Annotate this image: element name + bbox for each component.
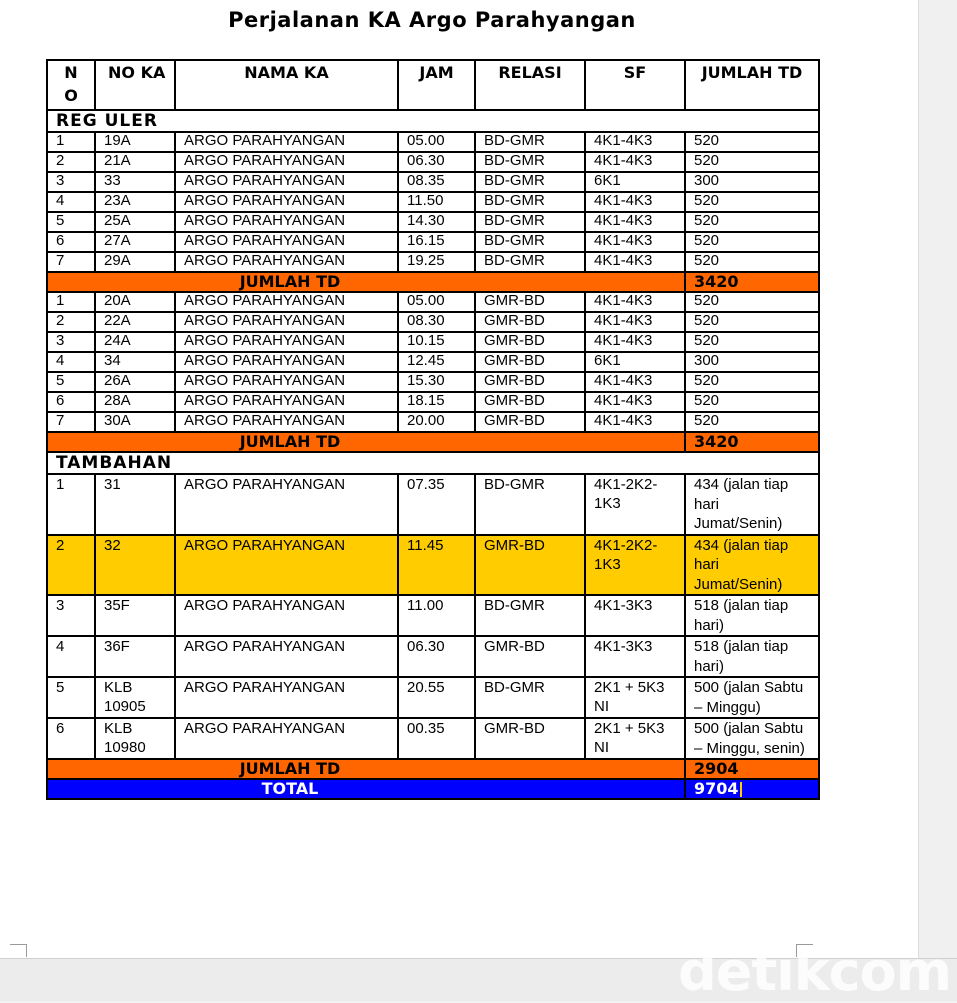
cell-relasi: GMR-BD — [475, 352, 585, 372]
cell-nama-ka: ARGO PARAHYANGAN — [175, 192, 398, 212]
subtotal-value — [685, 272, 819, 292]
cell-no-ka: 27A — [95, 232, 175, 252]
cell-sf: 4K1-2K2-1K3 — [585, 474, 685, 535]
header-sf: SF — [585, 60, 685, 110]
cell-jumlah-td: 520 — [685, 332, 819, 352]
cell-jam: 19.25 — [398, 252, 475, 272]
cell-no: 2 — [47, 312, 95, 332]
cell-jam: 20.00 — [398, 412, 475, 432]
cell-relasi: GMR-BD — [475, 412, 585, 432]
cell-jam: 15.30 — [398, 372, 475, 392]
cell-nama-ka: ARGO PARAHYANGAN — [175, 595, 398, 636]
cell-jumlah-td: 518 (jalan tiap hari) — [685, 636, 819, 677]
cell-jam: 05.00 — [398, 132, 475, 152]
cell-sf: 4K1-4K3 — [585, 132, 685, 152]
cell-jumlah-td: 518 (jalan tiap hari) — [685, 595, 819, 636]
cell-relasi: BD-GMR — [475, 232, 585, 252]
table-row — [47, 292, 819, 312]
cell-jumlah-td: 520 — [685, 132, 819, 152]
cell-nama-ka: ARGO PARAHYANGAN — [175, 172, 398, 192]
cell-sf: 4K1-4K3 — [585, 252, 685, 272]
cell-no-ka: KLB 10905 — [95, 677, 175, 718]
table-row — [47, 132, 819, 152]
cell-sf: 4K1-4K3 — [585, 412, 685, 432]
cell-jumlah-td: 500 (jalan Sabtu – Minggu) — [685, 677, 819, 718]
page-gutter — [918, 0, 957, 958]
cell-no: 3 — [47, 172, 95, 192]
cell-relasi: BD-GMR — [475, 474, 585, 535]
cell-sf: 6K1 — [585, 352, 685, 372]
cell-jam: 11.50 — [398, 192, 475, 212]
cell-sf: 4K1-4K3 — [585, 212, 685, 232]
cell-jumlah-td: 520 — [685, 152, 819, 172]
cell-jam: 00.35 — [398, 718, 475, 759]
cell-no: 2 — [47, 535, 95, 596]
cell-jumlah-td: 520 — [685, 232, 819, 252]
cell-no: 3 — [47, 332, 95, 352]
cell-no: 5 — [47, 372, 95, 392]
cell-sf: 2K1 + 5K3 NI — [585, 718, 685, 759]
table-row — [47, 312, 819, 332]
cell-no-ka: 34 — [95, 352, 175, 372]
cell-nama-ka: ARGO PARAHYANGAN — [175, 535, 398, 596]
watermark-logo: detikcom — [678, 940, 951, 1003]
cell-sf: 4K1-2K2-1K3 — [585, 535, 685, 596]
cell-nama-ka: ARGO PARAHYANGAN — [175, 252, 398, 272]
cell-nama-ka: ARGO PARAHYANGAN — [175, 474, 398, 535]
cell-no: 5 — [47, 677, 95, 718]
cell-no-ka: 28A — [95, 392, 175, 412]
cell-no-ka: 19A — [95, 132, 175, 152]
cell-no-ka: 29A — [95, 252, 175, 272]
cell-sf: 4K1-4K3 — [585, 292, 685, 312]
document-title: Perjalanan KA Argo Parahyangan — [228, 8, 636, 32]
cell-nama-ka: ARGO PARAHYANGAN — [175, 636, 398, 677]
subtotal-value-text: 2904 — [694, 759, 739, 778]
cell-sf: 4K1-4K3 — [585, 332, 685, 352]
table-row — [47, 192, 819, 212]
cell-relasi: GMR-BD — [475, 535, 585, 596]
cell-jam: 20.55 — [398, 677, 475, 718]
cell-jumlah-td: 520 — [685, 292, 819, 312]
text-cursor — [740, 782, 742, 797]
cell-jam: 14.30 — [398, 212, 475, 232]
cell-nama-ka: ARGO PARAHYANGAN — [175, 677, 398, 718]
table-row — [47, 677, 819, 718]
header-jumlah-td: JUMLAH TD — [685, 60, 819, 110]
cell-relasi: BD-GMR — [475, 212, 585, 232]
table-row — [47, 535, 819, 596]
cell-nama-ka: ARGO PARAHYANGAN — [175, 372, 398, 392]
cell-no-ka: 26A — [95, 372, 175, 392]
header-no-ka: NO KA — [95, 60, 175, 110]
cell-jam: 11.45 — [398, 535, 475, 596]
cell-relasi: GMR-BD — [475, 392, 585, 412]
cell-nama-ka: ARGO PARAHYANGAN — [175, 292, 398, 312]
cell-sf: 4K1-3K3 — [585, 636, 685, 677]
cell-no-ka: 20A — [95, 292, 175, 312]
cell-sf: 4K1-4K3 — [585, 312, 685, 332]
total-label: TOTAL — [47, 779, 685, 799]
cell-relasi: BD-GMR — [475, 677, 585, 718]
table-row — [47, 474, 819, 535]
cell-relasi: GMR-BD — [475, 332, 585, 352]
cell-relasi: GMR-BD — [475, 292, 585, 312]
cell-no: 4 — [47, 352, 95, 372]
cell-no: 7 — [47, 412, 95, 432]
header-jam: JAM — [398, 60, 475, 110]
table-row — [47, 372, 819, 392]
section-row-tambahan — [47, 452, 819, 474]
table-row — [47, 595, 819, 636]
cell-relasi: BD-GMR — [475, 172, 585, 192]
subtotal-value-text: 3420 — [694, 272, 739, 291]
cell-jam: 06.30 — [398, 636, 475, 677]
table-row — [47, 392, 819, 412]
subtotal-row — [47, 272, 819, 292]
cell-no: 1 — [47, 132, 95, 152]
cell-jumlah-td: 300 — [685, 352, 819, 372]
section-label-tambahan: TAMBAHAN — [47, 452, 819, 474]
cell-no-ka: 31 — [95, 474, 175, 535]
page-corner-mark-left — [10, 944, 27, 957]
cell-relasi: BD-GMR — [475, 132, 585, 152]
cell-jumlah-td: 434 (jalan tiap hari Jumat/Senin) — [685, 535, 819, 596]
cell-sf: 4K1-4K3 — [585, 152, 685, 172]
cell-no-ka: 25A — [95, 212, 175, 232]
table-row — [47, 636, 819, 677]
section-row-reguler — [47, 110, 819, 132]
cell-relasi: BD-GMR — [475, 595, 585, 636]
header-nama-ka: NAMA KA — [175, 60, 398, 110]
subtotal-row — [47, 759, 819, 779]
cell-no-ka: 22A — [95, 312, 175, 332]
cell-relasi: GMR-BD — [475, 372, 585, 392]
table-row — [47, 232, 819, 252]
cell-jumlah-td: 520 — [685, 312, 819, 332]
cell-no: 4 — [47, 192, 95, 212]
cell-jumlah-td: 520 — [685, 392, 819, 412]
cell-nama-ka: ARGO PARAHYANGAN — [175, 332, 398, 352]
cell-nama-ka: ARGO PARAHYANGAN — [175, 152, 398, 172]
cell-jumlah-td: 520 — [685, 192, 819, 212]
cell-no: 1 — [47, 292, 95, 312]
cell-no: 6 — [47, 232, 95, 252]
cell-nama-ka: ARGO PARAHYANGAN — [175, 212, 398, 232]
cell-sf: 6K1 — [585, 172, 685, 192]
table-row — [47, 152, 819, 172]
total-row — [47, 779, 819, 799]
cell-no-ka: KLB 10980 — [95, 718, 175, 759]
cell-sf: 4K1-4K3 — [585, 392, 685, 412]
cell-no-ka: 33 — [95, 172, 175, 192]
cell-no: 1 — [47, 474, 95, 535]
total-value-text: 9704 — [694, 779, 739, 798]
cell-no-ka: 36F — [95, 636, 175, 677]
cell-no: 2 — [47, 152, 95, 172]
cell-no-ka: 35F — [95, 595, 175, 636]
subtotal-value — [685, 432, 819, 452]
cell-jam: 12.45 — [398, 352, 475, 372]
cell-no: 5 — [47, 212, 95, 232]
cell-no-ka: 30A — [95, 412, 175, 432]
table-row — [47, 352, 819, 372]
cell-jam: 05.00 — [398, 292, 475, 312]
header-relasi: RELASI — [475, 60, 585, 110]
subtotal-label: JUMLAH TD — [47, 432, 685, 452]
subtotal-label: JUMLAH TD — [47, 272, 685, 292]
cell-relasi: BD-GMR — [475, 152, 585, 172]
cell-jumlah-td: 300 — [685, 172, 819, 192]
cell-jam: 11.00 — [398, 595, 475, 636]
cell-relasi: GMR-BD — [475, 636, 585, 677]
table-row — [47, 252, 819, 272]
cell-jam: 18.15 — [398, 392, 475, 412]
cell-nama-ka: ARGO PARAHYANGAN — [175, 352, 398, 372]
cell-jumlah-td: 500 (jalan Sabtu – Minggu, senin) — [685, 718, 819, 759]
cell-relasi: BD-GMR — [475, 192, 585, 212]
cell-jam: 07.35 — [398, 474, 475, 535]
cell-relasi: BD-GMR — [475, 252, 585, 272]
schedule-table — [46, 59, 820, 800]
cell-sf: 2K1 + 5K3 NI — [585, 677, 685, 718]
table-row — [47, 172, 819, 192]
subtotal-label: JUMLAH TD — [47, 759, 685, 779]
total-value[interactable] — [685, 779, 819, 799]
cell-nama-ka: ARGO PARAHYANGAN — [175, 412, 398, 432]
cell-jumlah-td: 520 — [685, 412, 819, 432]
cell-jam: 10.15 — [398, 332, 475, 352]
cell-no: 6 — [47, 392, 95, 412]
table-header-row — [47, 60, 819, 110]
cell-jumlah-td: 520 — [685, 212, 819, 232]
subtotal-row — [47, 432, 819, 452]
cell-nama-ka: ARGO PARAHYANGAN — [175, 392, 398, 412]
table-row — [47, 212, 819, 232]
cell-sf: 4K1-4K3 — [585, 232, 685, 252]
cell-no: 6 — [47, 718, 95, 759]
subtotal-value — [685, 759, 819, 779]
cell-jam: 06.30 — [398, 152, 475, 172]
cell-no-ka: 23A — [95, 192, 175, 212]
section-label-reguler: REG ULER — [47, 110, 819, 132]
cell-sf: 4K1-3K3 — [585, 595, 685, 636]
cell-nama-ka: ARGO PARAHYANGAN — [175, 232, 398, 252]
cell-no: 3 — [47, 595, 95, 636]
table-row — [47, 332, 819, 352]
cell-jam: 16.15 — [398, 232, 475, 252]
cell-nama-ka: ARGO PARAHYANGAN — [175, 132, 398, 152]
header-no: N O — [47, 60, 95, 110]
cell-no-ka: 21A — [95, 152, 175, 172]
table-row — [47, 412, 819, 432]
cell-relasi: GMR-BD — [475, 718, 585, 759]
cell-jam: 08.35 — [398, 172, 475, 192]
cell-relasi: GMR-BD — [475, 312, 585, 332]
cell-jumlah-td: 520 — [685, 252, 819, 272]
cell-jumlah-td: 520 — [685, 372, 819, 392]
subtotal-value-text: 3420 — [694, 432, 739, 451]
cell-nama-ka: ARGO PARAHYANGAN — [175, 718, 398, 759]
cell-no: 7 — [47, 252, 95, 272]
cell-no-ka: 32 — [95, 535, 175, 596]
cell-no: 4 — [47, 636, 95, 677]
table-row — [47, 718, 819, 759]
cell-no-ka: 24A — [95, 332, 175, 352]
cell-nama-ka: ARGO PARAHYANGAN — [175, 312, 398, 332]
cell-jumlah-td: 434 (jalan tiap hari Jumat/Senin) — [685, 474, 819, 535]
cell-jam: 08.30 — [398, 312, 475, 332]
cell-sf: 4K1-4K3 — [585, 372, 685, 392]
cell-sf: 4K1-4K3 — [585, 192, 685, 212]
